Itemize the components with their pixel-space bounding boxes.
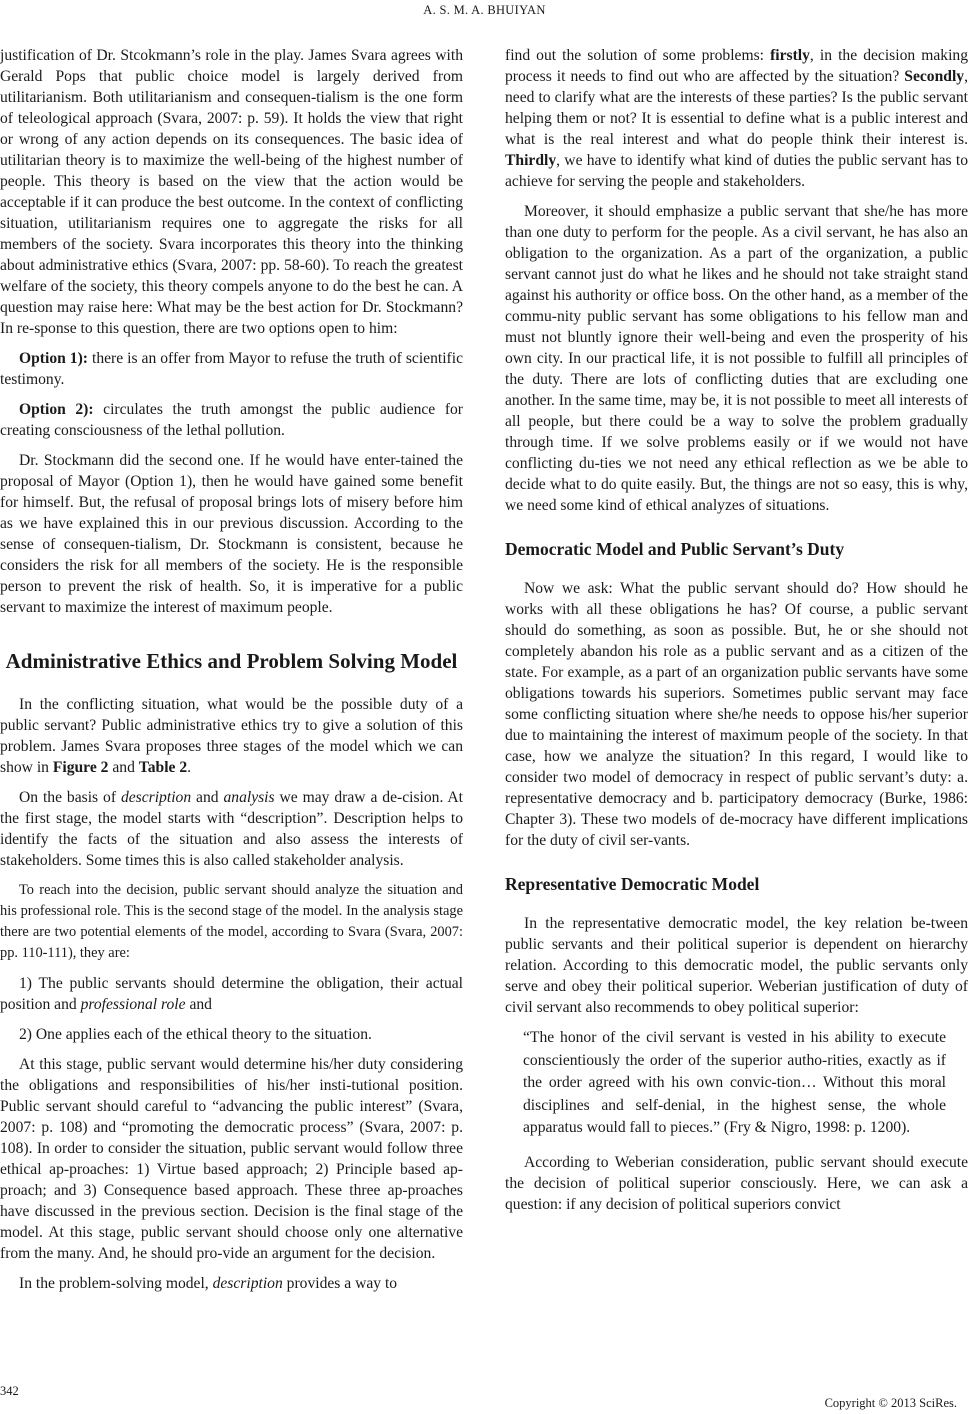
paragraph: At this stage, public servant would determine his/her duty considering the obligations and responsibilities of his/her insti-tutional position. Public servant should careful to “advancing the public interest” (Svara, 2007: p. 108) and “promoting the democratic process” (Svara, 2007: p. 108). In order to consider the situation, public servant would follow three ethical ap-proaches: 1) Virtue based approach; 2) Principle based ap-proach; and 3) Consequence based approach. These three ap-proaches have discussed in the previous section. Decision is the final stage of the model. At this stage, public servant should choose only one alternative from the many. And, he should pro-vide an argument for the decision. — [0, 1056, 463, 1262]
paragraph — [505, 45, 968, 192]
option-2-label: Option 2): — [19, 401, 94, 418]
paragraph: Moreover, it should emphasize a public servant that she/he has more than one duty to perform for the people. As a civil servant, he has also an obligation to the organization. As a part of the organization, a public servant cannot just do what he likes and he should not take straight stand against his authority or office boss. On the other hand, as a member of the commu-nity public servant has some obligations to his fellow man and must not bluntly ignore their well-being and even the prosperity of his own city. In our practical life, it is not possible to fulfill all principles of the duty. There are lots of conflicting duties that are excluding one another. In the same time, may be, it is not possible to meet all interests of all people, but there could be a way to solve the problem gradually through time. If we solve problems easily or if we would not have conflicting du-ties we not need any ethical reflection as we be able to decide what to do quite easily. But, the things are not so easy, this is why, we need some kind of ethical analyzes of situations. — [505, 203, 968, 514]
emphasis: professional role — [80, 996, 186, 1013]
left-column — [0, 45, 463, 1303]
emphasis: description — [212, 1275, 283, 1292]
running-head: A. S. M. A. BHUIYAN — [423, 3, 546, 17]
paragraph: In the representative democratic model, the key relation be-tween public servants and their political superior is dependent on hierarchy relation. According to this democratic model, the public servants only serve and obey their political superior. Weberian justification of duty of civil servant also recommends to obey political superior: — [505, 915, 968, 1016]
paragraph — [0, 1273, 463, 1294]
page-number: 342 — [0, 1384, 19, 1398]
text-run: 1) The public servants should determine the obligation, their actual position and — [0, 975, 463, 1013]
text-run: find out the solution of some problems: — [505, 47, 771, 64]
figure-reference: Figure 2 — [52, 759, 109, 776]
paragraph: justification of Dr. Stcokmann’s role in the play. James Svara agrees with Gerald Pops that public choice model is largely derived from utilitarianism. Both utilitarianism and consequen-tialism is the one form of teleological approach (Svara, 2007: p. 59). It holds the view that right or wrong of any action depends on its consequences. The basic idea of utilitarian theory is to maximize the well-being of the highest number of people. This theory is based on the view that the action would be acceptable if it can produce the best outcome. In the context of conflicting situation, utilitarianism requires one to aggregate the risks for all members of the society. Svara incorporates this theory into the thinking about administrative ethics (Svara, 2007: pp. 58-60). To reach the greatest welfare of the society, this theory compels anyone to do the best he can. A question may raise here: What may be the best action for Dr. Stockmann? In re-sponse to this question, there are two options open to him: — [0, 47, 463, 337]
emphasis: description — [120, 789, 192, 806]
option-2-paragraph — [0, 399, 463, 441]
option-1-text: there is an offer from Mayor to refuse the truth of scientific testimony. — [0, 350, 463, 388]
section-heading: Democratic Model and Public Servant’s Duty — [505, 539, 845, 559]
text-run: we may draw a de-cision. At the first stage, the model starts with “description”. Description helps to identify the facts of the situation and also assess the interests of stakeholders. Some times this is also called stakeholder analysis. — [0, 789, 463, 869]
text-run: provides a way to — [282, 1275, 398, 1292]
text-run: . — [187, 759, 192, 776]
emphasis-bold: firstly — [770, 47, 810, 64]
right-column — [505, 45, 968, 1224]
paragraph — [0, 787, 463, 871]
text-run: In the problem-solving model, — [19, 1275, 213, 1292]
option-1-paragraph — [0, 348, 463, 390]
text-run: and — [191, 789, 224, 806]
paragraph: To reach into the decision, public servant should analyze the situation and his professional role. This is the second stage of the model. In the analysis stage there are two potential elements of the model, according to Svara (Svara, 2007: pp. 110-111), they are: — [0, 882, 463, 961]
option-2-text: circulates the truth amongst the public audience for creating consciousness of the lethal pollution. — [0, 401, 463, 439]
table-reference: Table 2 — [138, 759, 188, 776]
text-run: , we have to identify what kind of duties the public servant has to achieve for serving the people and stakeholders. — [505, 152, 968, 190]
section-heading: Administrative Ethics and Problem Solving Model — [5, 649, 458, 673]
paragraph: According to Weberian consideration, public servant should execute the decision of political superior consciously. Here, we can ask a question: if any decision of political superiors convict — [505, 1153, 968, 1213]
emphasis-bold: Thirdly — [505, 152, 557, 169]
text-run: In the conflicting situation, what would be the possible duty of a public servant? Public administrative ethics try to give a solution of this problem. James Svara proposes three stages of the model which we can show in — [0, 696, 463, 776]
paragraph: Now we ask: What the public servant should do? How should he works with all these obligations he has? Of course, a public servant should do something, as soon as possible. But, he or she should not completely abandon his role as a public servant and as a citizen of the state. For example, as a part of an organization public servants have some obligations towards his superiors. Sometimes public servant may face some conflicting situation where she/he needs to oppose his/her superior due to maintaining the interest of maximum people of the society. In that case, how we analyze the situation? In this regard, I would like to consider two model of democracy in respect of public servant’s duty: a. representative democracy and b. participatory democracy (Burke, 1986: Chapter 3). These two models of de-mocracy have different implications for the duty of civil ser-vants. — [505, 580, 968, 849]
section-heading: Representative Democratic Model — [505, 874, 760, 894]
list-item — [0, 973, 463, 1015]
text-run: On the basis of — [19, 789, 121, 806]
text-run: , need to clarify what are the interests of these parties? Is the public servant helping them or not? It is essential to define what is a public interest and what is the real interest and what do people think their interest is. — [505, 68, 968, 148]
copyright-notice: Copyright © 2013 SciRes. — [824, 1396, 957, 1410]
text-run: and — [185, 996, 212, 1013]
option-1-label: Option 1): — [19, 350, 88, 367]
paragraph — [0, 694, 463, 778]
paragraph: Dr. Stockmann did the second one. If he would have enter-tained the proposal of Mayor (Option 1), then he would have gained some benefit for himself. But, the refusal of proposal brings lots of misery before him as we have explained this in our previous discussion. According to the sense of consequen-tialism, Dr. Stockmann is consistent, because he considers the risk for all members of the society. He is the responsible person to prevent the risk of health. So, it is imperative for a public servant to maximize the interest of maximum people. — [0, 452, 463, 616]
list-item: 2) One applies each of the ethical theory to the situation. — [19, 1026, 372, 1043]
emphasis-bold: Secondly — [904, 68, 965, 85]
text-run: , in the decision making process it needs to find out who are affected by the situation? — [505, 47, 968, 85]
emphasis: analysis — [223, 789, 275, 806]
text-run: and — [108, 759, 139, 776]
block-quote: “The honor of the civil servant is vested in his ability to execute conscientiously the order of the superior autho-rities, exactly as if the order agreed with his own convic-tion… Without this moral disciplines and self-denial, in the highest sense, the whole apparatus would fall to pieces.” (Fry & Nigro, 1998: p. 1200). — [523, 1029, 946, 1136]
